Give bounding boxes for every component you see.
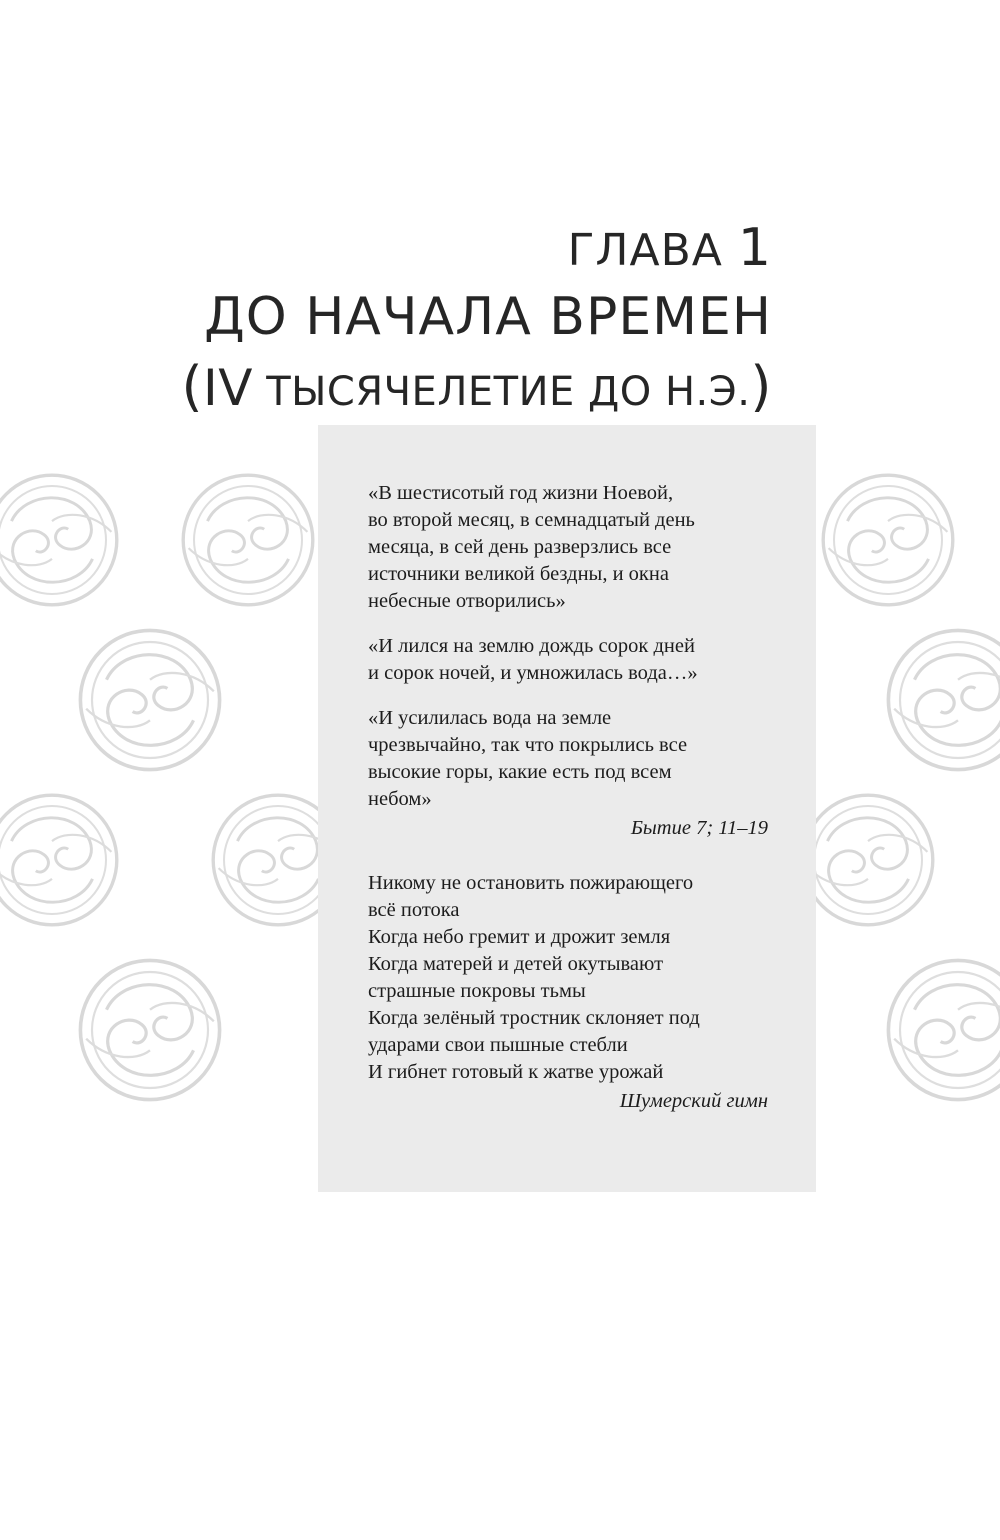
ornament-circle-icon bbox=[888, 960, 1000, 1099]
citation-sumerian-hymn: Шумерский гимн bbox=[619, 1090, 768, 1112]
quote-line: «И усилилась вода на земле bbox=[368, 707, 612, 729]
quote-line: и сорок ночей, и умножилась вода…» bbox=[368, 662, 698, 684]
epigraph-box bbox=[318, 425, 816, 1192]
poem-line: всё потока bbox=[368, 899, 460, 921]
chapter-title: ДО НАЧАЛА ВРЕМЕН bbox=[204, 287, 772, 347]
poem-line: Никому не остановить пожирающего bbox=[368, 872, 694, 894]
quote-line: во второй месяц, в семнадцатый день bbox=[368, 509, 695, 531]
ornament-circle-icon bbox=[183, 475, 313, 605]
citation-genesis: Бытие 7; 11–19 bbox=[630, 817, 768, 839]
chapter-period bbox=[181, 353, 772, 426]
quote-genesis-2 bbox=[368, 633, 768, 687]
epigraph-content bbox=[368, 480, 768, 1115]
quote-genesis-3 bbox=[368, 705, 768, 813]
quote-line: «И лился на землю дождь сорок дней bbox=[368, 635, 695, 657]
quote-line: источники великой бездны, и окна bbox=[368, 563, 669, 585]
poem-line: ударами свои пышные стебли bbox=[368, 1034, 628, 1056]
quote-line: чрезвычайно, так что покрылись все bbox=[368, 734, 688, 756]
poem-line: страшные покровы тьмы bbox=[368, 980, 586, 1002]
chapter-label-word: ГЛАВА bbox=[567, 225, 723, 276]
ornament-circle-icon bbox=[823, 475, 953, 605]
chapter-heading bbox=[181, 218, 772, 426]
ornament-circle-icon bbox=[80, 630, 219, 769]
poem-line: И гибнет готовый к жатве урожай bbox=[368, 1061, 664, 1083]
poem-line: Когда небо гремит и дрожит земля bbox=[368, 926, 671, 948]
chapter-number: 1 bbox=[737, 218, 772, 278]
period-roman: IV bbox=[203, 359, 253, 417]
poem-line: Когда зелёный тростник склоняет под bbox=[368, 1007, 700, 1029]
ornament-circle-icon bbox=[803, 795, 933, 925]
sumerian-hymn bbox=[368, 870, 768, 1086]
quote-line: высокие горы, какие есть под всем bbox=[368, 761, 672, 783]
quote-genesis-1 bbox=[368, 480, 768, 615]
ornament-circle-icon bbox=[0, 475, 117, 605]
quote-line: «В шестисотый год жизни Ноевой, bbox=[368, 482, 674, 504]
quote-line: небом» bbox=[368, 788, 432, 810]
ornament-circle-icon bbox=[80, 960, 219, 1099]
poem-line: Когда матерей и детей окутывают bbox=[368, 953, 664, 975]
chapter-label bbox=[181, 218, 772, 281]
period-close-paren: ) bbox=[750, 355, 772, 418]
period-text: ТЫСЯЧЕЛЕТИЕ ДО Н.Э. bbox=[266, 369, 751, 415]
quote-line: месяца, в сей день разверзлись все bbox=[368, 536, 672, 558]
ornament-circle-icon bbox=[0, 795, 117, 925]
period-open-paren: ( bbox=[181, 355, 204, 418]
ornament-circle-icon bbox=[888, 630, 1000, 769]
quote-line: небесные отворились» bbox=[368, 590, 566, 612]
